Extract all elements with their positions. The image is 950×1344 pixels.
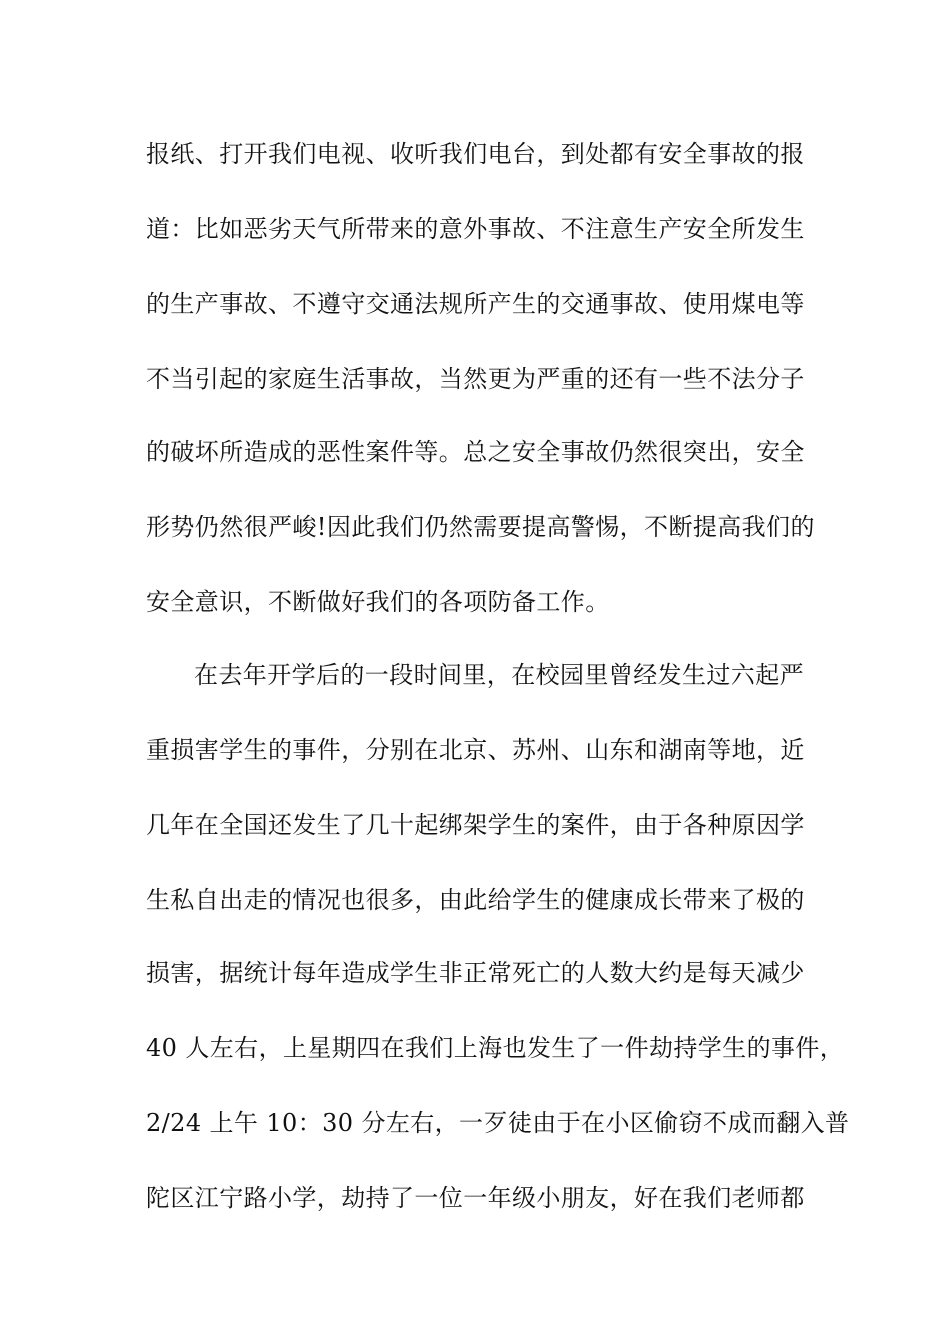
text-line: 的破坏所造成的恶性案件等。总之安全事故仍然很突出，安全 <box>146 438 805 466</box>
text-line: 几年在全国还发生了几十起绑架学生的案件，由于各种原因学 <box>146 811 805 839</box>
text-line: 形势仍然很严峻!因此我们仍然需要提高警惕，不断提高我们的 <box>146 513 815 541</box>
text-line: 损害，据统计每年造成学生非正常死亡的人数大约是每天减少 <box>146 959 805 987</box>
text-line: 40 人左右，上星期四在我们上海也发生了一件劫持学生的事件， <box>146 1034 845 1062</box>
text-line: 的生产事故、不遵守交通法规所产生的交通事故、使用煤电等 <box>146 290 805 318</box>
text-line: 重损害学生的事件，分别在北京、苏州、山东和湖南等地，近 <box>146 736 805 764</box>
text-line: 报纸、打开我们电视、收听我们电台，到处都有安全事故的报 <box>146 140 805 168</box>
text-line: 道：比如恶劣天气所带来的意外事故、不注意生产安全所发生 <box>146 215 805 243</box>
text-line: 安全意识，不断做好我们的各项防备工作。 <box>146 588 610 616</box>
text-line: 不当引起的家庭生活事故，当然更为严重的还有一些不法分子 <box>146 365 805 393</box>
text-line: 2/24 上午 10：30 分左右，一歹徒由于在小区偷窃不成而翻入普 <box>146 1109 850 1137</box>
text-line-indented: 在去年开学后的一段时间里，在校园里曾经发生过六起严 <box>194 661 804 689</box>
text-line: 陀区江宁路小学，劫持了一位一年级小朋友，好在我们老师都 <box>146 1184 805 1212</box>
text-line: 生私自出走的情况也很多，由此给学生的健康成长带来了极的 <box>146 886 805 914</box>
